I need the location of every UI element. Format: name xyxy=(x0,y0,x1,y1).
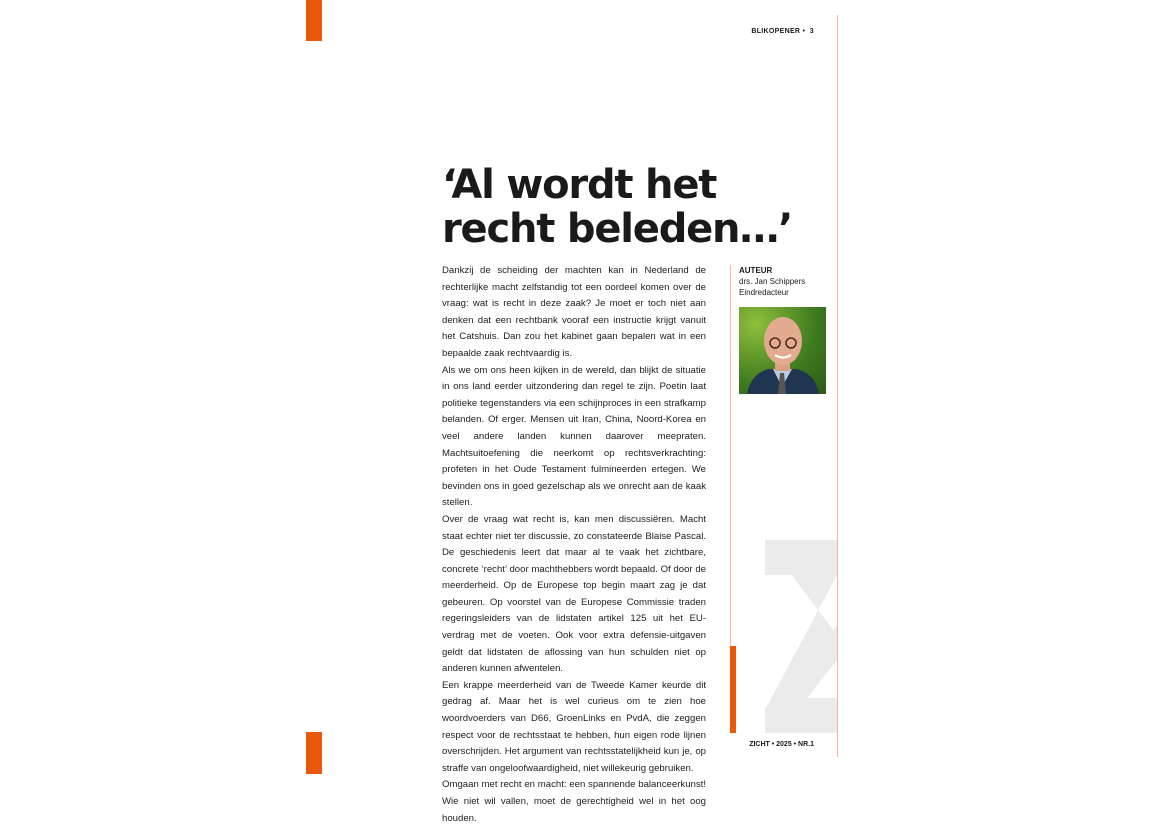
author-label: AUTEUR xyxy=(739,266,773,275)
author-box xyxy=(739,265,805,298)
paragraph: Dankzij de scheiding der machten kan in Nederland de rechterlijke macht zelfstandig tot een oordeel komen over de vraag: wat is recht in deze zaak? Je moet er toch niet aan denken dat een rechtbank vooraf een instructie krijgt vanuit het Catshuis. Dan zou het kabinet gaan bepalen wat in een bepaalde zaak rechtvaardig is. xyxy=(442,265,706,359)
author-name: drs. Jan Schippers xyxy=(739,277,806,286)
author-photo xyxy=(739,307,826,394)
paragraph: Over de vraag wat recht is, kan men discussiëren. Macht staat echter niet ter discussie, zo constateerde Blaise Pascal. De geschiedenis leert dat maar al te vaak het zichtbare, concrete ‘recht’ door machthebbers wordt bepaald. Of door de meerderheid. Op de Europese top begin maart zag je dat gebeuren. Op voorstel van de Europese Commissie traden regeringsleiders van de lidstaten artikel 125 uit het EU-verdrag met de voeten. Ook voor extra defensie-uitgaven geldt dat lidstaten de aflossing van hun schulden niet op anderen kunnen afwentelen. xyxy=(442,513,706,675)
magazine-z-watermark xyxy=(765,540,837,733)
article-body xyxy=(442,263,706,827)
paragraph: Als we om ons heen kijken in de wereld, dan blijkt de situatie in ons land eerder uitzondering dan regel te zijn. Poetin laat politieke tegenstanders via een schijnproces in een strafkamp belanden. Of erger. Mensen uit Iran, China, Noord-Korea en veel andere landen kunnen daarover meepraten. Machtsuitoefening die neerkomt op rechtsverkrachting: profeten in het Oude Testament fulmineerden ertegen. We bevinden ons in goed gezelschap als we onrecht aan de kaak stellen. xyxy=(442,364,706,509)
page-number: 3 xyxy=(809,28,814,35)
accent-bar-top xyxy=(306,0,322,41)
accent-bar-bottom xyxy=(306,732,322,774)
article-title: ‘Al wordt het recht beleden…’ xyxy=(442,162,793,252)
running-header xyxy=(700,28,814,35)
separator: • xyxy=(802,28,806,35)
sidebar-accent-block xyxy=(730,646,736,733)
author-role: Eindredacteur xyxy=(739,288,789,297)
running-footer: ZICHT • 2025 • NR.1 xyxy=(749,741,814,748)
paragraph: Een krappe meerderheid van de Tweede Kamer keurde dit gedrag af. Maar het is wel curieus om te zien hoe woordvoerders van D66, GroenLinks en PvdA, die zeggen respect voor de rechtsstaat te hebben, hun eigen rode lijnen overschrijden. Het argument van rechtsstatelijkheid kun je, op straffe van ongeloofwaardigheid, niet willekeurig gebruiken. xyxy=(442,679,706,774)
paragraph: Omgaan met recht en macht: een spannende balanceerkunst! Wie niet wil vallen, moet de gerechtigheid wel in het oog houden. xyxy=(442,779,706,824)
section-name: BLIKOPENER xyxy=(751,28,801,35)
page-edge-rule xyxy=(837,15,838,757)
